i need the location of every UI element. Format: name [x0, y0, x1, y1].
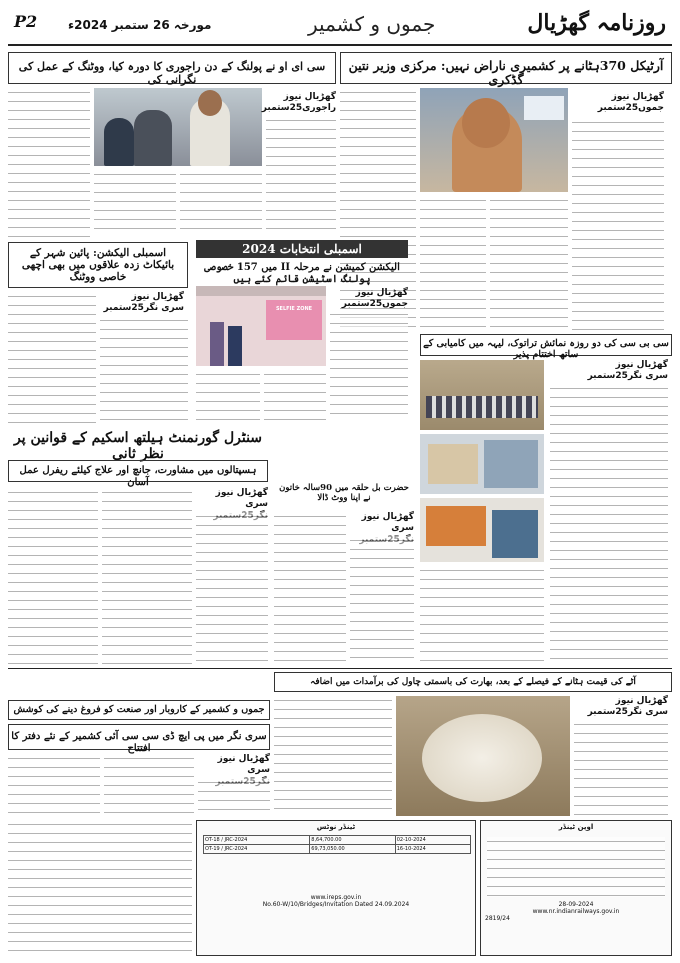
railway-tender-ad-right: [480, 820, 672, 956]
byline-agency: گھڑیال نیوز: [615, 360, 668, 370]
roadshow-photo-1: [420, 360, 544, 430]
ceo-text-col-3: [94, 170, 176, 230]
byline-place: سری نگر25ستمبر: [587, 371, 668, 382]
ceo-photo: [94, 88, 262, 166]
elections-photo: [196, 286, 326, 366]
byline-place: سری نگر25ستمبر: [587, 707, 668, 718]
newspaper-title: روزنامہ گھڑیال: [527, 10, 666, 36]
boycott-headline: اسمبلی الیکشن: پائین شہر کے بائیکاٹ زدہ علاقوں میں بھی اچھی خاصی ووٹنگ: [8, 242, 188, 288]
right-tender-date: 28-09-2024: [558, 901, 594, 908]
right-tender-ref: 2819/24: [485, 915, 510, 922]
right-tender-title: اوپن ٹینڈر: [558, 823, 594, 831]
roadshow-photo-2: [420, 434, 544, 494]
phd-text-col-2: [104, 754, 194, 816]
byline-agency: گھڑیال نیوز: [361, 512, 414, 522]
tender-date-open: 02-10-2024: [395, 836, 470, 845]
health-text-col-3: [8, 488, 98, 666]
gadkari-byline: [572, 92, 664, 115]
byline-agency: گھڑیال نیوز: [611, 92, 664, 102]
health-text-col-2: [102, 488, 192, 666]
roadshow-headline: سی بی سی کی دو روزہ نمائش تراتوک، لیہہ میں کامیابی کے ساتھ اختتام پذیر: [420, 334, 672, 356]
boycott-byline: [100, 292, 184, 315]
health-headline-1: سنٹرل گورنمنٹ ہیلتھ اسکیم کے قوانین پر نظر ثانی: [13, 430, 263, 463]
ceo-text-col-2: [180, 170, 262, 230]
byline-agency: گھڑیال نیوز: [215, 488, 268, 498]
left-tender-title: ٹینڈر نوٹس: [316, 823, 356, 831]
byline-agency: گھڑیال نیوز: [131, 292, 184, 302]
byline-agency: گھڑیال نیوز: [217, 754, 270, 764]
page-number: P2: [14, 12, 38, 31]
elections-banner: اسمبلی انتخابات 2024: [196, 240, 408, 258]
tender-no-2: OT-19 / JRC-2024: [204, 845, 310, 854]
tender-cost-2: 69,73,050.00: [310, 845, 395, 854]
right-tender-body: [487, 837, 665, 897]
horizontal-divider: [8, 668, 672, 669]
rice-text-col-1: [574, 720, 668, 816]
left-tender-footer: No.60-W/10/Bridges/Invitation Dated 24.09.2024: [262, 901, 410, 908]
section-name: جموں و کشمیر: [308, 12, 436, 36]
rice-byline: [574, 696, 668, 719]
byline-place: سری نگر25ستمبر: [103, 303, 184, 314]
rice-text-col-2: [274, 696, 392, 816]
tender-no-1: OT-18 / JRC-2024: [204, 836, 310, 845]
byline-place: جموں25ستمبر: [597, 103, 664, 114]
gadkari-text-col-1: [572, 118, 664, 330]
health-text-col-1: [196, 512, 268, 666]
issue-date: مورخہ 26 ستمبر 2024ء: [68, 18, 212, 32]
byline-place: سری: [247, 765, 270, 776]
elections-text-col-2: [264, 370, 326, 420]
byline-place: سری: [245, 499, 268, 510]
gadkari-text-col-2: [490, 196, 568, 330]
tender-cost-1: 8,64,700.00: [310, 836, 395, 845]
hazratbal-headline: حضرت بل حلقہ میں 90سالہ خاتون نے اپنا ووٹ ڈالا: [279, 483, 409, 503]
phd-text-col-3: [8, 754, 100, 816]
tender-date-close: 16-10-2024: [395, 845, 470, 854]
byline-place: سری: [391, 523, 414, 534]
gadkari-text-col-3: [420, 196, 486, 330]
health-headline-2: ہسپتالوں میں مشاورت، جانچ اور علاج کیلئے ریفرل عمل آسان: [8, 460, 268, 482]
ceo-byline: [261, 92, 336, 115]
right-tender-website[interactable]: www.nr.indianrailways.gov.in: [532, 908, 620, 915]
byline-place: راجوری25ستمبر: [261, 103, 336, 114]
gadkari-photo: [420, 88, 568, 192]
bottom-left-text-col: [8, 820, 192, 956]
phd-headline-1: جموں و کشمیر کے کاروبار اور صنعت کو فروغ دینے کی کوشش: [8, 700, 270, 720]
gadkari-headline: آرٹیکل 370ہٹانے پر کشمیری ناراض نہیں: مرکزی وزیر نتین گڈکری: [340, 52, 672, 84]
phd-headline-2: سری نگر میں پی ایچ ڈی سی سی آئی کشمیر کے نئے دفتر کا افتتاح: [8, 724, 270, 750]
hazratbal-text-col-2: [274, 512, 346, 666]
roadshow-text-col-2: [420, 566, 544, 662]
left-tender-website[interactable]: www.ireps.gov.in: [310, 894, 362, 901]
boycott-text-col-2: [8, 292, 96, 428]
roadshow-byline: [550, 360, 668, 383]
rice-headline: آٹے کی قیمت ہٹانے کے فیصلے کے بعد، بھارت کی باسمتی چاول کی برآمدات میں اضافہ: [274, 672, 672, 692]
elections-text-col-3: [196, 370, 260, 420]
boycott-text-col-1: [100, 316, 188, 428]
byline-place: جموں25ستمبر: [341, 299, 408, 310]
rice-photo: [396, 696, 570, 816]
elections-text-col-1: [330, 310, 408, 420]
ceo-text-col-4: [8, 88, 90, 238]
elections-byline: [330, 288, 408, 311]
roadshow-photo-3: [420, 498, 544, 562]
railway-tender-ad-left: [196, 820, 476, 956]
hazratbal-text-col-1: [350, 536, 414, 666]
byline-agency: گھڑیال نیوز: [355, 288, 408, 298]
selfie-zone-sign: SELFIE ZONE: [275, 306, 313, 312]
byline-agency: گھڑیال نیوز: [615, 696, 668, 706]
masthead: [8, 6, 672, 46]
byline-agency: گھڑیال نیوز: [283, 92, 336, 102]
ceo-headline: سی ای او نے پولنگ کے دن راجوری کا دورہ کیا، ووٹنگ کے عمل کی نگرانی کی: [8, 52, 336, 84]
phd-text-col-1: [198, 778, 270, 816]
left-tender-table: [203, 835, 471, 854]
elections-headline: الیکشن کمیشن نے مرحلہ II میں 157 خصوصی پولنگ اسٹیشن قائم کئے ہیں: [204, 262, 400, 285]
roadshow-text-col-1: [550, 384, 668, 662]
ceo-text-col-1: [266, 116, 336, 230]
